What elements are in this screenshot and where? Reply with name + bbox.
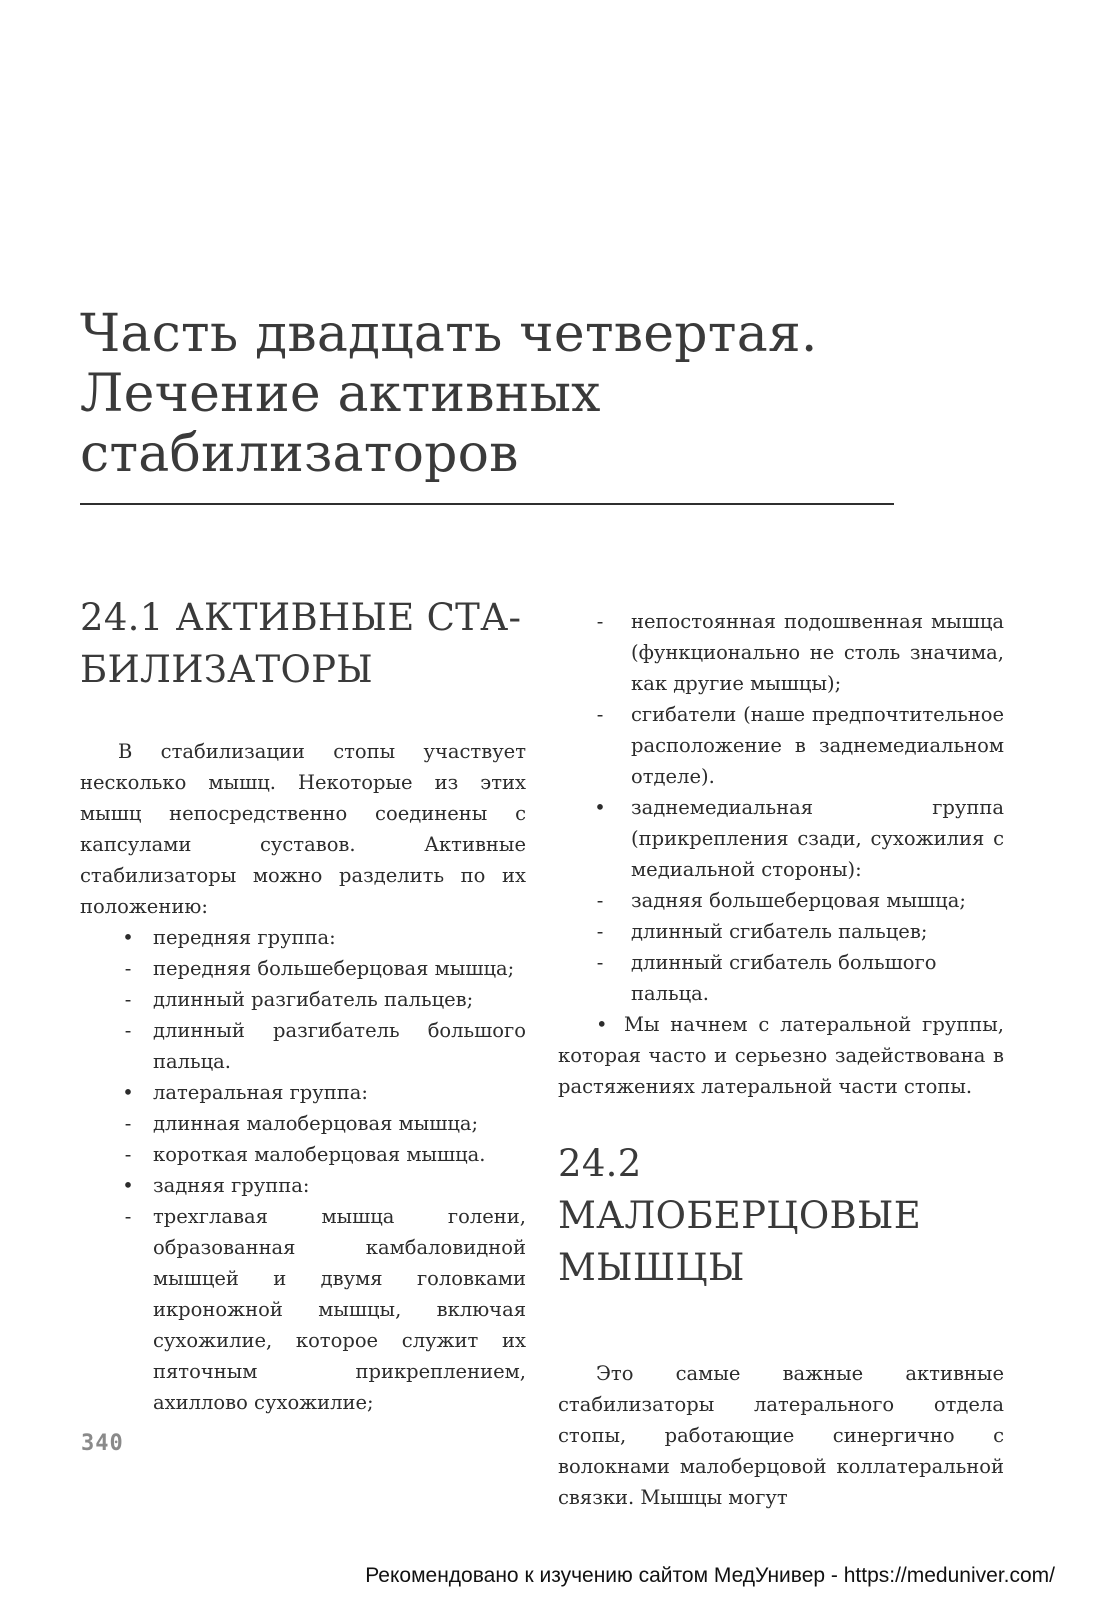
bullet-marker: • — [594, 796, 606, 819]
list-item — [558, 885, 1004, 916]
section-1-intro: В стабилизации стопы участвует несколько мышц. Некоторые из этих мышц непосредственно соединены с капсулами суставов. Активные стабилизаторы можно разделить по их положению: — [80, 740, 526, 918]
list-item-text: сгибатели (наше предпочтительное расположение в заднемедиальном отделе). — [631, 703, 1004, 788]
list-item-text: длинный сгибатель пальцев; — [631, 920, 928, 943]
dash-marker: - — [596, 703, 604, 726]
list-item — [80, 984, 526, 1015]
dash-marker: - — [124, 1112, 132, 1135]
dash-marker: - — [124, 957, 132, 980]
list-item — [558, 606, 1004, 699]
list-item — [80, 1077, 526, 1108]
list-item-text: непостоянная подошвенная мышца (функционально не столь значима, как другие мышцы); — [631, 610, 1004, 695]
left-column — [80, 592, 526, 1418]
list-item-text: длинная малоберцовая мышца; — [153, 1112, 479, 1135]
list-item-text: латеральная группа: — [153, 1081, 368, 1104]
left-list — [80, 922, 526, 1418]
closing-text: Мы начнем с латеральной группы, которая часто и серьезно задействована в растяжениях латеральной части стопы. — [558, 1013, 1004, 1098]
list-item — [80, 1108, 526, 1139]
dash-marker: - — [124, 1205, 132, 1228]
list-item — [558, 916, 1004, 947]
right-list — [558, 606, 1004, 1009]
part-title-line: Лечение активных — [80, 364, 601, 424]
right-column — [558, 606, 1004, 1513]
part-title — [80, 304, 900, 484]
list-item — [80, 1170, 526, 1201]
list-item — [558, 792, 1004, 885]
list-item — [558, 947, 1004, 1009]
dash-marker: - — [596, 889, 604, 912]
section-1-heading-line: БИЛИЗАТОРЫ — [80, 648, 373, 691]
list-item-text: длинный разгибатель пальцев; — [153, 988, 474, 1011]
section-2-heading-line: МЫШЦЫ — [558, 1246, 745, 1289]
bullet-marker: • — [122, 926, 134, 949]
section-2-paragraph: Это самые важные активные стабилизаторы латерального отдела стопы, работающие синергично с волокнами малоберцовой коллатеральной связки. Мышцы могут — [558, 1362, 1004, 1509]
dash-marker: - — [596, 951, 604, 974]
list-item-text: передняя группа: — [153, 926, 336, 949]
list-item-text: задняя группа: — [153, 1174, 310, 1197]
list-item-text: заднемедиальная группа (прикрепления сзади, сухожилия с медиальной стороны): — [631, 796, 1004, 881]
list-item-text: короткая малоберцовая мышца. — [153, 1143, 486, 1166]
section-1-heading-line: 24.1 АКТИВНЫЕ СТА- — [80, 596, 522, 639]
list-item-text: трехглавая мышца голени, образованная камбаловидной мышцей и двумя головками икроножной мышцы, включая сухожилие, которое служит их пяточным прикреплением, ахиллово сухожилие; — [153, 1205, 526, 1414]
dash-marker: - — [124, 1143, 132, 1166]
dash-marker: - — [596, 610, 604, 633]
dash-marker: - — [124, 988, 132, 1011]
closing-bullet-paragraph — [558, 1009, 1004, 1102]
bullet-marker: • — [122, 1081, 134, 1104]
part-title-line: Часть двадцать четвертая. — [80, 304, 818, 364]
section-2-heading — [558, 1138, 1004, 1294]
title-divider — [80, 503, 894, 505]
list-item — [80, 1015, 526, 1077]
page-number: 340 — [81, 1431, 124, 1456]
footer-watermark-note: Рекомендовано к изучению сайтом МедУнивер - https://meduniver.com/ — [365, 1564, 1055, 1587]
bullet-marker: • — [596, 1013, 608, 1036]
dash-marker: - — [596, 920, 604, 943]
list-item-text: длинный разгибатель большого пальца. — [153, 1019, 526, 1073]
list-item — [80, 1201, 526, 1418]
part-title-line: стабилизаторов — [80, 424, 519, 484]
list-item — [80, 953, 526, 984]
list-item-text: задняя большеберцовая мышца; — [631, 889, 966, 912]
dash-marker: - — [124, 1019, 132, 1042]
list-item — [80, 1139, 526, 1170]
list-item-text: длинный сгибатель большого пальца. — [631, 951, 937, 1005]
list-item — [80, 922, 526, 953]
bullet-marker: • — [122, 1174, 134, 1197]
section-1-heading — [80, 592, 526, 696]
list-item-text: передняя большеберцовая мышца; — [153, 957, 515, 980]
list-item — [558, 699, 1004, 792]
section-2-heading-line: 24.2 МАЛОБЕРЦОВЫЕ — [558, 1142, 922, 1237]
